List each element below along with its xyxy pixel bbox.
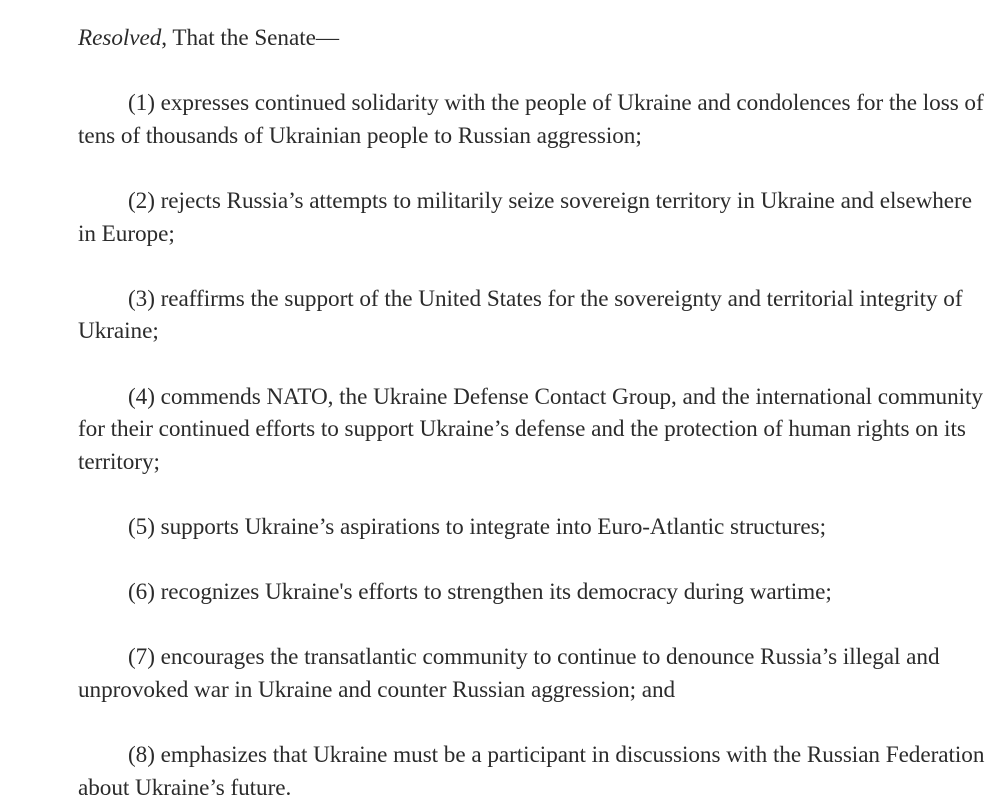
clause-5	[78, 511, 993, 544]
clause-text: rejects Russia’s attempts to militarily seize sovereign territory in Ukraine and elsewhere in Europe;	[78, 187, 972, 247]
clause-4	[78, 381, 993, 479]
clause-2	[78, 185, 993, 250]
clause-text: recognizes Ukraine's efforts to strengthen its democracy during wartime;	[160, 579, 832, 606]
clause-7	[78, 641, 993, 706]
clause-text: encourages the transatlantic community to continue to denounce Russia’s illegal and unprovoked war in Ukraine and counter Russian aggression; and	[78, 644, 940, 703]
resolved-word: Resolved	[78, 25, 162, 51]
clause-number: (7)	[128, 644, 155, 671]
clause-1	[78, 87, 993, 152]
clause-8	[78, 739, 993, 804]
clause-3	[78, 283, 993, 348]
preamble-text: , That the Senate—	[161, 25, 339, 51]
clause-number: (3)	[128, 285, 155, 312]
clause-text: reaffirms the support of the United States for the sovereignty and territorial integrity of Ukraine;	[78, 285, 963, 345]
clause-number: (5)	[128, 513, 155, 540]
clause-number: (2)	[128, 187, 155, 214]
clause-text: emphasizes that Ukraine must be a participant in discussions with the Russian Federation about Ukraine’s future.	[78, 742, 985, 801]
resolution-document	[78, 22, 993, 804]
clause-text: expresses continued solidarity with the people of Ukraine and condolences for the loss of tens of thousands of Ukrainian people to Russian aggression;	[78, 90, 984, 149]
clause-number: (6)	[128, 579, 155, 606]
resolution-preamble	[78, 22, 993, 55]
clause-number: (8)	[128, 742, 155, 769]
clause-number: (1)	[128, 90, 155, 117]
clause-6	[78, 576, 993, 609]
clause-text: supports Ukraine’s aspirations to integrate into Euro-Atlantic structures;	[160, 513, 827, 540]
clause-number: (4)	[128, 383, 155, 410]
clause-text: commends NATO, the Ukraine Defense Contact Group, and the international community for their continued efforts to support Ukraine’s defense and the protection of human rights on its territory;	[78, 383, 983, 475]
